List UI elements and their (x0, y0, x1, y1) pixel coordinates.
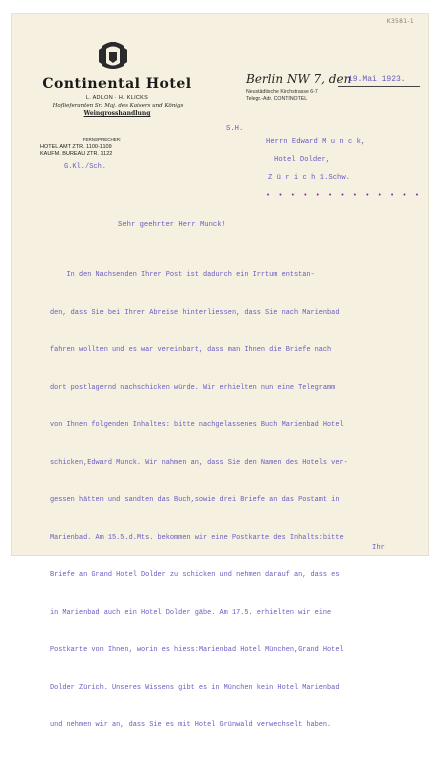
reference-code: G.Kl./Sch. (64, 163, 107, 171)
phone-heading: FERNSPRECHER: (82, 137, 122, 142)
place-date-prefix: Berlin NW 7, den (246, 72, 352, 86)
body-line: Marienbad. Am 15.5.d.Mts. bekommen wir eine Postkarte des Inhalts:bitte (50, 533, 344, 542)
body-line: Briefe an Grand Hotel Dolder zu schicken und nehmen darauf an, dass es (50, 571, 340, 579)
closing: Ihr (372, 544, 385, 552)
body-line: von Ihnen folgenden Inhaltes: bitte nachgelassenes Buch Marienbad Hotel (50, 421, 344, 429)
phone-line: KAUFM. BUREAU ZTR. 1122 (40, 151, 113, 157)
purveyor-line: Hoflieferanten Sr. Maj. des Kaisers und Königs (52, 103, 184, 109)
hotel-name: Continental Hotel (42, 76, 192, 92)
body-line: Dolder Zürich. Unseres Wissens gibt es in München kein Hotel Marienbad (50, 683, 340, 692)
body-line: in Marienbad auch ein Hotel Dolder gäbe. Am 17.5. erhielten wir eine (50, 608, 332, 617)
body-line: In den Nachsenden Ihrer Post ist dadurch ein Irrtum entstan- (50, 271, 315, 279)
body-line: fahren wollten und es war vereinbart, dass man Ihnen die Briefe nach (50, 346, 332, 354)
recipient-honorific: S.H. (226, 125, 244, 133)
body-line: Postkarte von Ihnen, worin es hiess:Marienbad Hotel München,Grand Hotel (50, 646, 344, 654)
owners: L. ADLON · H. KLICKS (85, 95, 149, 101)
date-underline (338, 86, 420, 87)
body-line: und nehmen wir an, dass Sie es mit Hotel Grünwald verwechselt haben. (50, 721, 332, 729)
coat-of-arms-icon (96, 40, 130, 72)
recipient-city: Z ü r i c h 1.Schw. (268, 174, 350, 182)
recipient-name: Herrn Edward M u n c k, (266, 138, 366, 146)
body-line: gessen hätten und sandten das Buch,sowie drei Briefe an das Postamt in (50, 496, 340, 504)
letter-date: 19.Mai 1923. (348, 75, 406, 84)
telegram-address: Telegr.-Adr. CONTINOTEL (246, 96, 308, 102)
letter-page (12, 14, 428, 729)
recipient-hotel: Hotel Dolder, (274, 156, 331, 164)
body-line: dort postlagernd nachschicken würde. Wir erhielten nun eine Telegramm (50, 383, 336, 392)
body-line: den, dass Sie bei Ihrer Abreise hinterliessen, dass Sie nach Marienbad (50, 308, 340, 317)
archive-number: K3581-1 (386, 18, 414, 25)
phone-line: HOTEL AMT ZTR. 1100-1109 (40, 144, 112, 150)
body-line: schicken,Edward Munck. Wir nahmen an, dass Sie den Namen des Hotels ver- (50, 458, 348, 467)
trade-line: Weingrosshandlung (83, 110, 151, 117)
dot-separator: • • • • • • • • • • • • • (266, 192, 422, 200)
street-address: Neustädtische Kirchstrasse 6-7 (246, 89, 318, 95)
letter-body (50, 244, 430, 757)
salutation: Sehr geehrter Herr Munck! (118, 221, 226, 229)
